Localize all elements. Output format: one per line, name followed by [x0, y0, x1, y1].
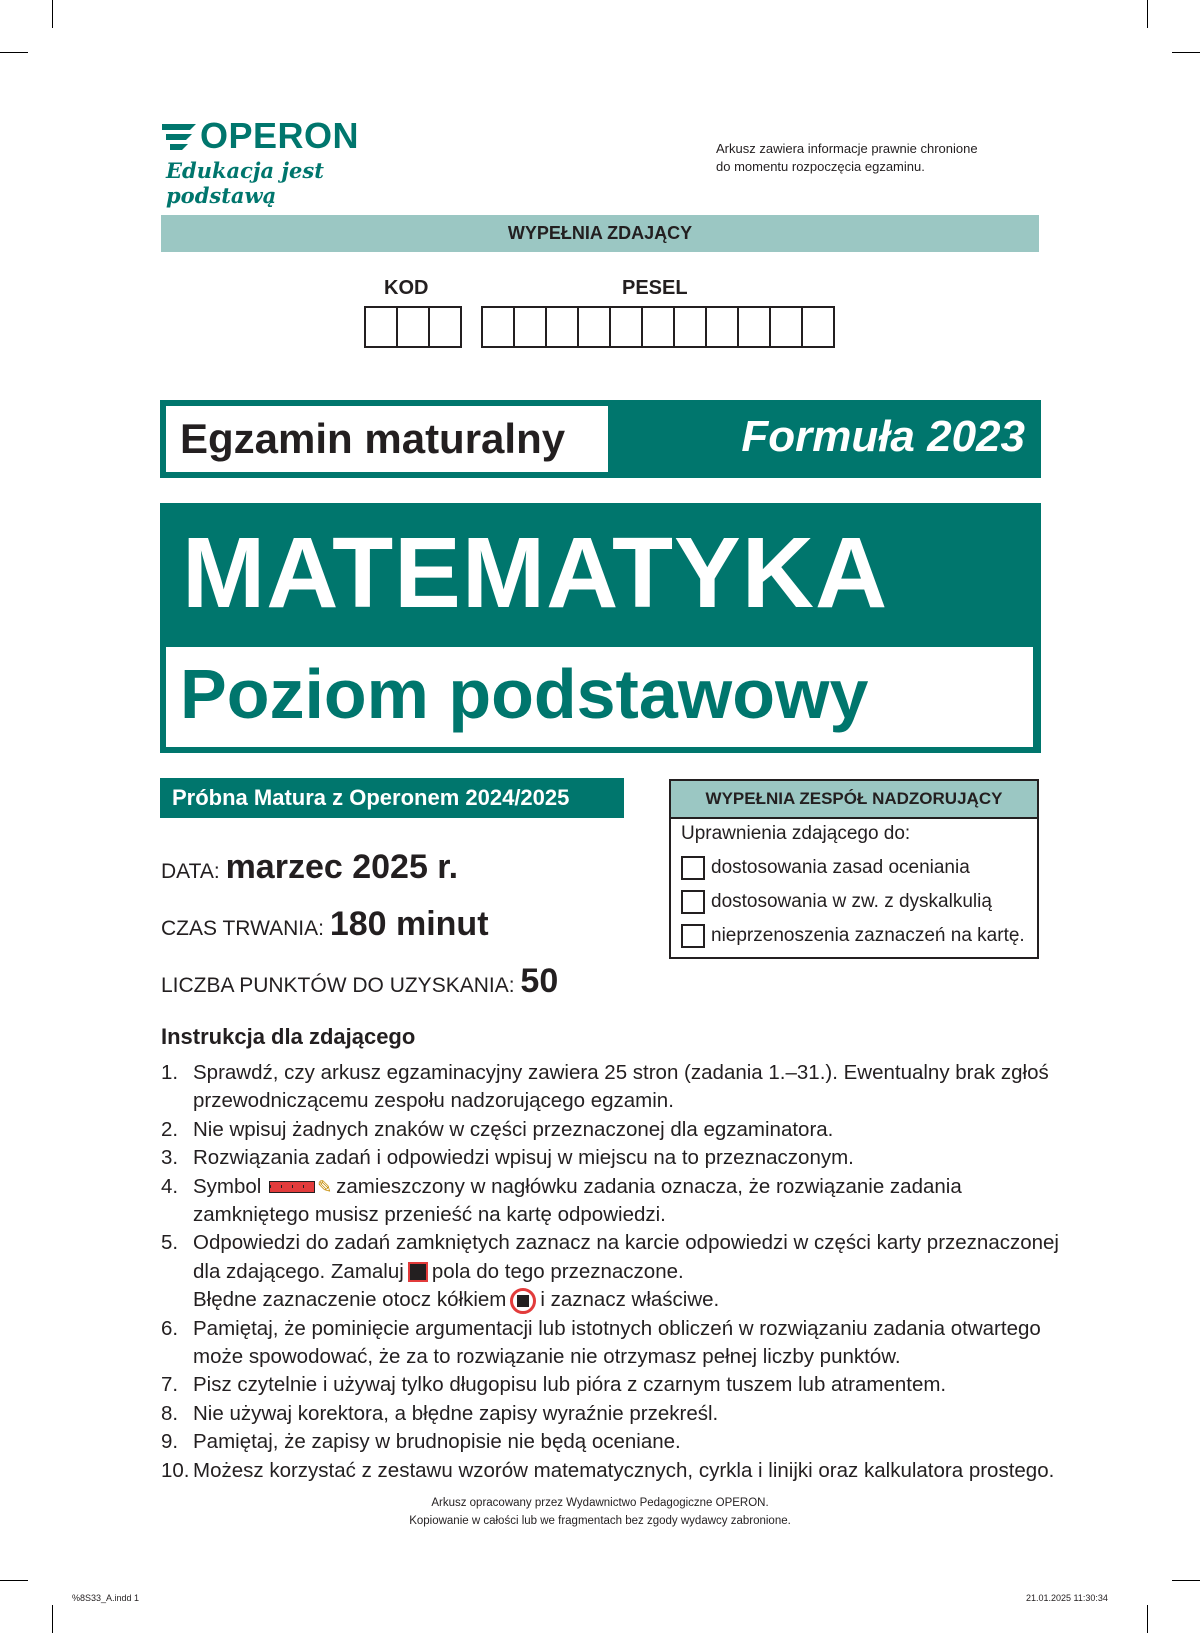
item-number: 8. — [161, 1401, 179, 1425]
crop-mark — [1172, 52, 1200, 53]
instruction-item — [161, 1059, 1061, 1116]
answer-card-symbol-icon — [269, 1181, 315, 1193]
instruction-item — [161, 1371, 1061, 1399]
logo-tagline: Edukacja jest podstawą — [166, 158, 324, 208]
checkbox-icon[interactable] — [681, 924, 705, 948]
instruction-item — [161, 1144, 1061, 1172]
instruction-item — [161, 1116, 1061, 1144]
item-text: Możesz korzystać z zestawu wzorów matematycznych, cyrkla i linijki oraz kalkulatora prostego. — [193, 1458, 1055, 1482]
crop-mark — [0, 1580, 28, 1581]
pesel-digit-box[interactable] — [675, 308, 707, 346]
slug-right: 21.01.2025 11:30:34 — [1026, 1593, 1108, 1603]
exam-type-band — [160, 400, 1041, 478]
checkbox-icon[interactable] — [681, 890, 705, 914]
pesel-digit-box[interactable] — [515, 308, 547, 346]
legal-notice — [716, 140, 978, 176]
item-number: 3. — [161, 1146, 179, 1170]
item-number: 1. — [161, 1061, 179, 1084]
crop-mark — [52, 1605, 53, 1633]
points-row — [161, 962, 558, 1001]
points-value: 50 — [520, 962, 559, 1000]
subject-title: MATEMATYKA — [182, 517, 889, 629]
instruction-item — [161, 1457, 1061, 1485]
item-text: Nie wpisuj żadnych znaków w części przeznaczonej dla egzaminatora. — [193, 1117, 834, 1141]
instruction-item — [161, 1400, 1061, 1428]
option-label: dostosowania w zw. z dyskalkulią — [711, 891, 992, 912]
operon-logo — [160, 115, 410, 208]
kod-digit-box[interactable] — [430, 308, 460, 346]
instruction-item — [161, 1173, 1061, 1230]
exam-formula: Formuła 2023 — [741, 412, 1025, 461]
level-title: Poziom podstawowy — [180, 655, 869, 733]
pesel-digit-box[interactable] — [611, 308, 643, 346]
date-value: marzec 2025 r. — [225, 848, 459, 886]
kod-digit-box[interactable] — [366, 308, 398, 346]
checkbox-icon[interactable] — [681, 856, 705, 880]
kod-field[interactable] — [364, 306, 462, 348]
pencil-icon: ✎ — [317, 1176, 333, 1197]
pesel-digit-box[interactable] — [483, 308, 515, 346]
item-text: i zaznacz właściwe. — [540, 1288, 720, 1312]
item-number: 10. — [161, 1458, 190, 1482]
item-text: Odpowiedzi do zadań zamkniętych zaznacz na karcie odpowiedzi w części karty przeznaczonej dla zdającego. Zamaluj — [193, 1231, 1059, 1283]
pesel-field[interactable] — [481, 306, 835, 348]
slug-left: %8S33_A.indd 1 — [72, 1593, 140, 1603]
crop-mark — [0, 52, 28, 53]
option-row[interactable] — [681, 856, 970, 880]
pesel-digit-box[interactable] — [643, 308, 675, 346]
points-label: LICZBA PUNKTÓW DO UZYSKANIA: — [161, 974, 515, 997]
item-number: 7. — [161, 1373, 179, 1397]
item-text: Pamiętaj, że zapisy w brudnopisie nie będą oceniane. — [193, 1430, 681, 1454]
crop-mark — [1172, 1580, 1200, 1581]
notice-line: do momentu rozpoczęcia egzaminu. — [716, 159, 925, 174]
item-text: Sprawdź, czy arkusz egzaminacyjny zawiera 25 stron (zadania 1.–31.). Ewentualny brak zgłoś przewodniczącemu zespołu nadzorującego egzamin. — [193, 1061, 1049, 1113]
option-row[interactable] — [681, 924, 1025, 948]
duration-value: 180 minut — [329, 905, 489, 943]
instructions-title: Instrukcja dla zdającego — [161, 1024, 416, 1049]
item-text: Symbol — [193, 1174, 262, 1198]
circled-square-icon — [510, 1288, 536, 1314]
crop-mark — [52, 0, 53, 28]
item-text: pola do tego przeznaczone. — [431, 1259, 684, 1283]
item-text: Pamiętaj, że pominięcie argumentacji lub istotnych obliczeń w rozwiązaniu zadania otwartego może spowodować, że za to rozwiązanie nie otrzymasz pełnej liczby punktów. — [193, 1316, 1041, 1369]
item-text: Rozwiązania zadań i odpowiedzi wpisuj w miejscu na to przeznaczonym. — [193, 1146, 854, 1170]
pesel-digit-box[interactable] — [739, 308, 771, 346]
duration-row — [161, 905, 489, 944]
item-number: 9. — [161, 1430, 179, 1454]
option-label: dostosowania zasad oceniania — [711, 857, 970, 878]
crop-mark — [1147, 1605, 1148, 1633]
kod-label: KOD — [384, 277, 429, 299]
item-text: Błędne zaznaczenie otocz kółkiem — [193, 1288, 507, 1312]
duration-label: CZAS TRWANIA: — [161, 917, 324, 940]
supervisors-title: WYPEŁNIA ZESPÓŁ NADZORUJĄCY — [671, 781, 1037, 819]
logo-mark-icon — [160, 120, 200, 154]
item-number: 4. — [161, 1174, 179, 1198]
item-number: 5. — [161, 1231, 179, 1255]
footer-line: Arkusz opracowany przez Wydawnictwo Pedagogiczne OPERON. — [431, 1497, 769, 1509]
pesel-digit-box[interactable] — [579, 308, 611, 346]
footer-line: Kopiowanie w całości lub we fragmentach bez zgody wydawcy zabronione. — [409, 1515, 791, 1527]
pesel-digit-box[interactable] — [803, 308, 833, 346]
kod-digit-box[interactable] — [398, 308, 430, 346]
pesel-digit-box[interactable] — [771, 308, 803, 346]
item-text: zamieszczony w nagłówku zadania oznacza, że rozwiązanie zadania zamkniętego musisz przenieść na kartę odpowiedzi. — [193, 1174, 962, 1227]
candidate-bar: WYPEŁNIA ZDAJĄCY — [161, 215, 1039, 252]
level-box — [166, 647, 1033, 747]
notice-line: Arkusz zawiera informacje prawnie chronione — [716, 141, 978, 156]
item-number: 2. — [161, 1117, 179, 1141]
series-label: Próbna Matura z Operonem 2024/2025 — [160, 778, 624, 818]
item-text: Pisz czytelnie i używaj tylko długopisu lub pióra z czarnym tuszem lub atramentem. — [193, 1373, 947, 1397]
supervisors-panel — [669, 779, 1039, 959]
option-label: nieprzenoszenia zaznaczeń na kartę. — [711, 925, 1025, 946]
date-row — [161, 848, 458, 887]
supervisors-subtitle: Uprawnienia zdającego do: — [681, 823, 911, 844]
option-row[interactable] — [681, 890, 992, 914]
logo-word: OPERON — [200, 115, 360, 156]
item-number: 6. — [161, 1316, 179, 1340]
item-text: Nie używaj korektora, a błędne zapisy wyraźnie przekreśl. — [193, 1401, 719, 1425]
instruction-item — [161, 1229, 1061, 1314]
exam-type: Egzamin maturalny — [166, 406, 608, 472]
pesel-digit-box[interactable] — [707, 308, 739, 346]
filled-square-icon — [408, 1262, 428, 1282]
pesel-digit-box[interactable] — [547, 308, 579, 346]
crop-mark — [1147, 0, 1148, 28]
instructions-list — [161, 1059, 1061, 1485]
date-label: DATA: — [161, 860, 220, 883]
subject-block — [160, 503, 1041, 753]
instruction-item — [161, 1315, 1061, 1372]
pesel-label: PESEL — [622, 277, 688, 299]
instruction-item — [161, 1428, 1061, 1456]
